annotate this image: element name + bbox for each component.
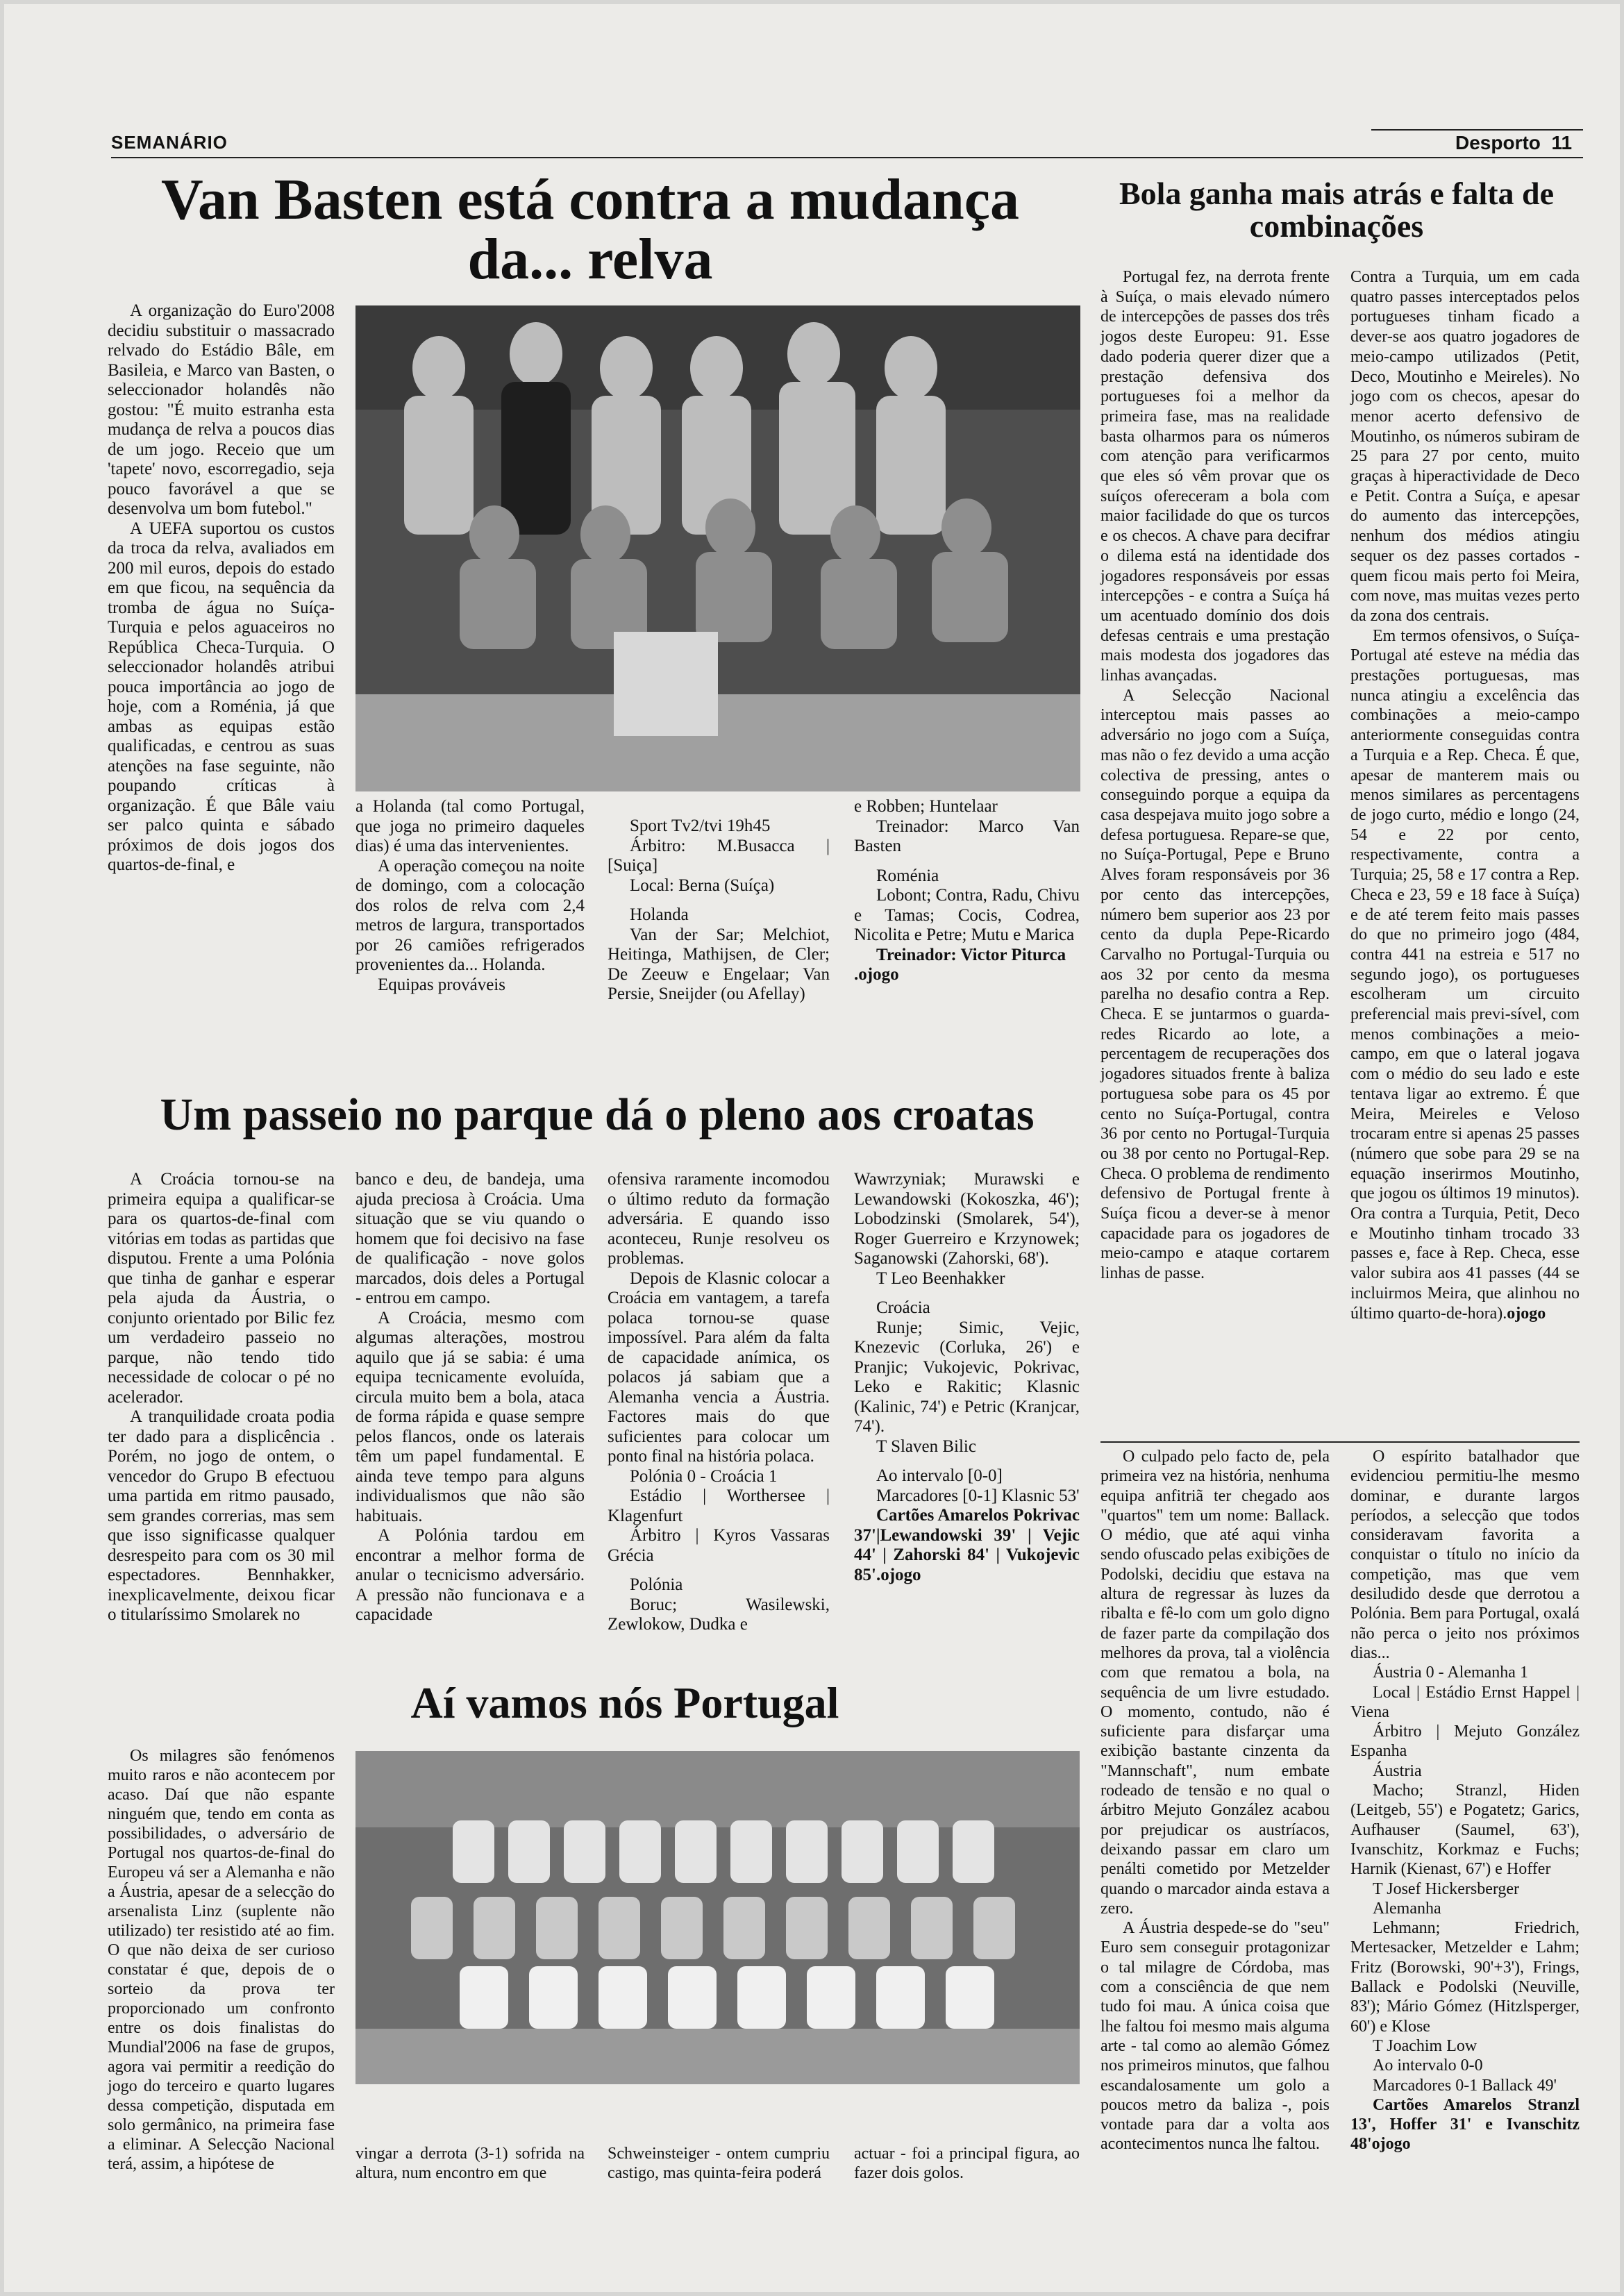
article-portugal-title: Aí vamos nós Portugal [410,1678,839,1727]
lineup: Macho; Stranzl, Hiden (Leitgeb, 55') e Pogatetz; Garics, Aufhauser (Saumel, 63'), Ivanschitz, Korkmaz e Fuchs; Harnik (Kienast, 67') e Hoffer [1350,1782,1580,1879]
paragraph: A organização do Euro'2008 decidiu substituir o massacrado relvado do Estádio Bâle, em Basileia, e Marco van Basten, o seleccionador holandês não gostou: "É muito estranha esta mudança de relva a poucos dias de um jogo. Receio que um 'tapete' novo, escorregadio, seja pouco favorável a que se desenvolva um bom futebol." [108,301,335,518]
source-signature: ojogo [880,1565,921,1584]
paragraph: actuar - foi a principal figura, ao fazer dois golos. [854,2145,1080,2182]
paragraph: Schweinsteiger - ontem cumpriu castigo, mas quinta-feira poderá [608,2145,830,2182]
paragraph: Portugal fez, na derrota frente à Suíça, o mais elevado número de intercepções de passes dos três jogos deste Europeu: 91. Esse dado poderia querer dizer que a prestação defensiva dos portugueses foi a melhor da primeira fase, mas na realidade basta olharmos para os números com atenção para verificarmos que eles só vêm provar que os suíços ofereceram a bola com maior facilidade do que os turcos e os checos. A chave para decifrar o dilema está na identidade dos jogadores responsáveis por essas intercepções - e contra a Suíça há um acentuado domínio dos dois defesas centrais e uma prestação mais modesta dos jogadores das linhas avançadas. [1100,268,1330,685]
coach-info: T Leo Beenhakker [876,1268,1005,1288]
team-name: Holanda [630,905,689,924]
article-van-basten-col4 [854,797,1080,985]
article-van-basten-col2 [355,797,585,995]
venue-info: Local | Estádio Ernst Happel | Viena [1350,1683,1580,1721]
scorers: Marcadores 0-1 Ballack 49' [1373,2076,1557,2095]
section-header [1455,132,1572,154]
article-bola-ganha-col2 [1350,267,1580,1323]
referee-info: Árbitro | Mejuto González Espanha [1350,1723,1580,1761]
article-croatia-col2 [355,1170,585,1625]
paragraph: Os milagres são fenómenos muito raros e não acontecem por acaso. Daí que não espante ninguém que, tendo em conta as possibilidades, o adversário de Portugal nos quartos-de-final do Europeu vá ser a Alemanha e não a Áustria, apesar de a selecção do arsenalista Linz (suplente não utilizado) ter resistido até ao fim. O que não deixa de ser curioso constatar é que, depois de o sorteio da prova ter proporcionado um confronto entre os dois finalistas do Mundial'2006 na fase de grupos, agora vai permitir a reedição do jogo do terceiro e quarto lugares dessa competição, disputada em solo germânico, na primeira fase a eliminar. A Selecção Nacional terá, assim, a hipótese de [108,1747,335,2173]
yellow-cards: Cartões Amarelos Stranzl 13', Hoffer 31' e Ivanschitz 48'ojogo [1350,2095,1580,2154]
paragraph: A Áustria despede-se do "seu" Euro sem conseguir protagonizar o tal milagre de Córdoba, mas com a consciência de que nem tudo foi mau. A única coisa que lhe faltou foi mesmo mais alguma arte - tal como ao alemão Gómez nos primeiros minutos, que falhou escandalosamente um golo a poucos metro da baliza -, pois vontade para dar a volta aos acontecimentos nunca lhe faltou. [1100,1919,1330,2154]
referee-info: Árbitro | Kyros Vassaras Grécia [608,1526,830,1565]
article-portugal-col1 [108,1746,335,2174]
team-name: Polónia [630,1575,683,1594]
team-name: Áustria [1373,1761,1422,1780]
paragraph: banco e deu, de bandeja, uma ajuda preciosa à Croácia. Uma situação que se viu quando o homem que foi decisivo na fase de qualificação - nove golos marcados, dois deles a Portugal - entrou em campo. [355,1170,585,1307]
paragraph: A UEFA suportou os custos da troca da relva, avaliados em 200 mil euros, depois do estado em que ficou, na sequência da tromba de água no Suíça-Turquia e pelos aguaceiros no República Checa-Turquia. O seleccionador holandês atribui pouca importância ao jogo de hoje, com a Roménia, já que ambas as equipas estão qualificadas, e centrou as suas atenções na fase seguinte, não poupando críticas à organização. É que Bâle vaiu ser palco quinta e sábado próximos de dois jogos dos quartos-de-final, e [108,519,335,874]
article-portugal-col5 [1100,1447,1330,2154]
article-portugal-col6 [1350,1447,1580,2154]
halftime-score: Ao intervalo 0-0 [1373,2056,1483,2075]
paragraph: vingar a derrota (3-1) sofrida na altura, num encontro em que [355,2145,585,2182]
team-name: Alemanha [1373,1899,1441,1918]
coach-info: T Slaven Bilic [876,1436,976,1456]
header-rule [111,157,1583,158]
lineup: e Robben; Huntelaar [854,797,998,816]
header-rule-top [1371,129,1583,131]
paragraph: A Selecção Nacional interceptou mais passes ao adversário no jogo com a Suíça, mas não o fez devido a uma acção colectiva de pressing, antes o conseguindo porque a equipa da casa despejava muito jogo sobre a defesa portuguesa. Repare-se que, no Suíça-Portugal, Pepe e Bruno Alves foram responsáveis por 36 por cento das intercepções, número bem superior aos 23 por cento da dupla Pepe-Ricardo Carvalho no Portugal-Turquia ou aos 32 por cento da mesma parelha no desafio contra a Rep. Checa. E se juntarmos o guarda-redes Ricardo ao lote, a percentagem de recuperações dos jogadores situados frente à baliza portuguesa sobe para os 45 por cento no Suíça-Portugal, contra 36 por cento no Portugal-Turquia ou 38 por cento no Portugal-Rep. Checa. O problema de rendimento defensivo de Portugal frente à Suíça ficou a dever-se à menor capacidade para os jogadores de meio-campo e ataque cortarem linhas de passe. [1100,686,1330,1283]
paragraph: a Holanda (tal como Portugal, que joga no primeiro daqueles dias) é uma das intervenientes. [355,797,585,855]
lineup: Van der Sar; Melchiot, Heitinga, Mathijsen, de Cler; De Zeeuw e Engelaar; Van Persie, Sneijder (ou Afellay) [608,925,830,1003]
yellow-cards: Cartões Amarelos Pokrivac 37'|Lewandowski 39' | Vejic 44' | Zahorski 84' | Vukojevic 85'. [854,1506,1080,1584]
article-portugal-col3 [608,2144,830,2183]
article-van-basten-col3 [608,816,830,1005]
lineup: Wawrzyniak; Murawski e Lewandowski (Kokoszka, 46'); Lobodzinski (Smolarek, 54'), Roger Guerreiro e Krzynowek; Saganowski (Zahorski, 68'). [854,1170,1080,1268]
team-name: Roménia [876,866,939,885]
source-signature: .ojogo [854,965,899,984]
paragraph: A tranquilidade croata podia ter dado para a displicência . Porém, no jogo de ontem, o vencedor do Grupo B efectuou uma partida em ritmo pausado, sem grandes correrias, mas sem que isso significasse qualquer desrespeito para com os 30 mil espectadores. Bennhakker, inexplicavelmente, deixou ficar o titularíssimo Smolarek no [108,1407,335,1624]
venue-info: Estádio | Worthersee | Klagenfurt [608,1486,830,1525]
article-croatia-col1 [108,1170,335,1625]
referee-info: Árbitro: M.Busacca | [Suiça] [608,836,830,875]
lineup: Lehmann; Friedrich, Mertesacker, Metzelder e Lahm; Fritz (Borowski, 90'+3'), Frings, Ballack e Podolski (Neuville, 83'); Mário Gómez (Hitzlsperger, 60') e Klose [1350,1919,1580,2036]
tv-info: Sport Tv2/tvi 19h45 [630,816,771,835]
article-bola-ganha-col1 [1100,267,1330,1284]
paragraph: O espírito batalhador que evidenciou permitiu-lhe mesmo dominar, e durante largos períodos, a selecção que todos consideravam favorita a conquistar o título no início da competição, mas que vem desiludido desde que derrotou a Polónia. Bem para Portugal, oxalá não perca o jeito nos próximos dias... [1350,1448,1580,1662]
team-name: Croácia [876,1298,930,1317]
coach-info: T Josef Hickersberger [1373,1879,1520,1898]
publication-name: SEMANÁRIO [111,132,228,153]
article-portugal-col2 [355,2144,585,2183]
article-van-basten-col1 [108,301,335,875]
paragraph: A Croácia, mesmo com algumas alterações, mostrou aquilo que já se sabia: é uma equipa tecnicamente evoluída, circula muito bem a bola, ataca de forma rápida e quase sempre pelos flancos, onde os laterais têm um papel fundamental. E ainda teve tempo para alguns individualismos que não são habituais. [355,1308,585,1525]
paragraph: Contra a Turquia, um em cada quatro passes interceptados pelos portugueses tinham ficado a dever-se aos quatro jogadores de meio-campo utilizados (Petit, Deco, Moutinho e Meireles). No jogo com os checos, apesar do menor acerto defensivo de Moutinho, os números subiram de 25 para 27 por cento, muito graças à hiperactividade de Deco e Petit. Contra a Suíça, e apesar do aumento das intercepções, nenhum dos médios atingiu sequer os dez passes cortados - quem ficou mais perto foi Meira, com nove, mas muitas vezes perto da zona dos centrais. [1350,268,1580,625]
match-result: Polónia 0 - Croácia 1 [630,1466,778,1486]
halftime-score: Ao intervalo [0-0] [876,1466,1003,1485]
scorers: Marcadores [0-1] Klasnic 53' [876,1486,1080,1505]
paragraph: Em termos ofensivos, o Suíça-Portugal até esteve na média das prestações portuguesas, mas nunca atingiu a excelência das combinações a meio-campo anteriormente conseguidas contra a Turquia e a Rep. Checa. É que, apesar de manterem mais ou menos similares as percentagens de jogo curto, médio e longo (24, 54 e 22 por cento, respectivamente, contra a Turquia; 25, 58 e 17 contra a Rep. Checa e 23, 59 e 18 face à Suíça) e de até terem feito mais passes do que no primeiro jogo (484, contra 441 na estreia e 517 no segundo jogo), os portugueses escolheram um circuito preferencial mais previ-sível, com menos combinações a meio-campo, em que o lateral jogava com o médio do seu lado e este tentava ligar ao extremo. É que Meira, Meireles e Veloso trocaram entre si apenas 25 passes (número que sobe para 29 se na equação inserirmos Moutinho, que jogou os últimos 19 minutos). Ora contra a Turquia, Petit, Deco e Moutinho tinham trocado 33 passes e, face à Rep. Checa, esse valor subira aos 41 passes (44 se incluirmos Meira, que alinhou no último quarto-de-hora). [1350,626,1580,1323]
paragraph: ofensiva raramente incomodou o último reduto da formação adversária. E quando isso aconteceu, Runje resolveu os problemas. [608,1170,830,1268]
venue-info: Local: Berna (Suíça) [630,875,775,895]
paragraph: O culpado pelo facto de, pela primeira vez na história, nenhuma equipa anfitriã ter chegado aos "quartos" tem um nome: Ballack. O médio, que até aqui vinha sendo ofuscado pelas exibições de Podolski, decidiu que estava na altura de regressar às luzes da ribalta e fê-lo com um golo digno de fazer parte da compilação dos melhores da prova, tal a violência com que rematou a bola, na sequência de um livre estudado. O momento, contudo, não é suficiente para disfarçar uma exibição bastante cinzenta da "Mannschaft", num embate rodeado de tensão e no qual o árbitro Mejuto González acabou por prejudicar os austríacos, deixando passar em claro um penálti cometido por Metzelder quando o marcador ainda estava a zero. [1100,1448,1330,1918]
coach-info: T Joachim Low [1373,2036,1477,2055]
lineup: Lobont; Contra, Radu, Chivu e Tamas; Cocis, Codrea, Nicolita e Petre; Mutu e Marica [854,886,1080,944]
article-portugal-col4 [854,2144,1080,2183]
paragraph: A Polónia tardou em encontrar a melhor forma de anular o tecnicismo adversário. A pressão não funcionava e a capacidade [355,1526,585,1624]
coach-info: Treinador: Marco Van Basten [854,816,1080,855]
coach-info: Treinador: Victor Piturca [876,945,1066,964]
article-croatia-col3 [608,1170,830,1635]
page-number: 11 [1551,132,1573,153]
lineup: Boruc; Wasilewski, Zewlokow, Dudka e [608,1595,830,1634]
paragraph: Equipas prováveis [378,975,505,994]
paragraph: A Croácia tornou-se na primeira equipa a qualificar-se para os quartos-de-final com vitórias em todas as partidas que disputou. Frente a uma Polónia que tinha de ganhar e esperar pela ajuda da Áustria, o conjunto orientado por Bilic fez um verdadeiro passeio no parque, não tendo tido necessidade de colocar o pé no acelerador. [108,1170,335,1407]
article-bola-ganha-title: Bola ganha mais atrás e falta de combinações [1119,176,1555,244]
section-name: Desporto [1455,132,1541,153]
paragraph: Depois de Klasnic colocar a Croácia em vantagem, a tarefa polaca tornou-se quase impossível. Para além da falta de capacidade anímica, os polacos já sabiam que a Alemanha vencia a Áustria. Factores mais do que suficientes para colocar um ponto final na história polaca. [608,1268,830,1466]
article-separator [1100,1441,1580,1443]
source-signature: ojogo [1507,1304,1546,1323]
paragraph: A operação começou na noite de domingo, com a colocação dos rolos de relva com 2,4 metros de largura, transportados por 26 camiões refrigerados provenientes da... Holanda. [355,856,585,974]
germany-team-photo [355,1751,1080,2084]
article-croatia-title: Um passeio no parque dá o pleno aos croatas [160,1089,1035,1140]
lineup: Runje; Simic, Vejic, Knezevic (Corluka, 26') e Pranjic; Vukojevic, Pokrivac, Leko e Rakitic; Klasnic (Kalinic, 74') e Petric (Kranjcar, 74'). [854,1318,1080,1436]
article-croatia-col4 [854,1170,1080,1585]
article-van-basten-title: Van Basten está contra a mudança da... relva [161,167,1019,292]
match-result: Áustria 0 - Alemanha 1 [1373,1664,1528,1682]
netherlands-team-photo [355,305,1080,791]
